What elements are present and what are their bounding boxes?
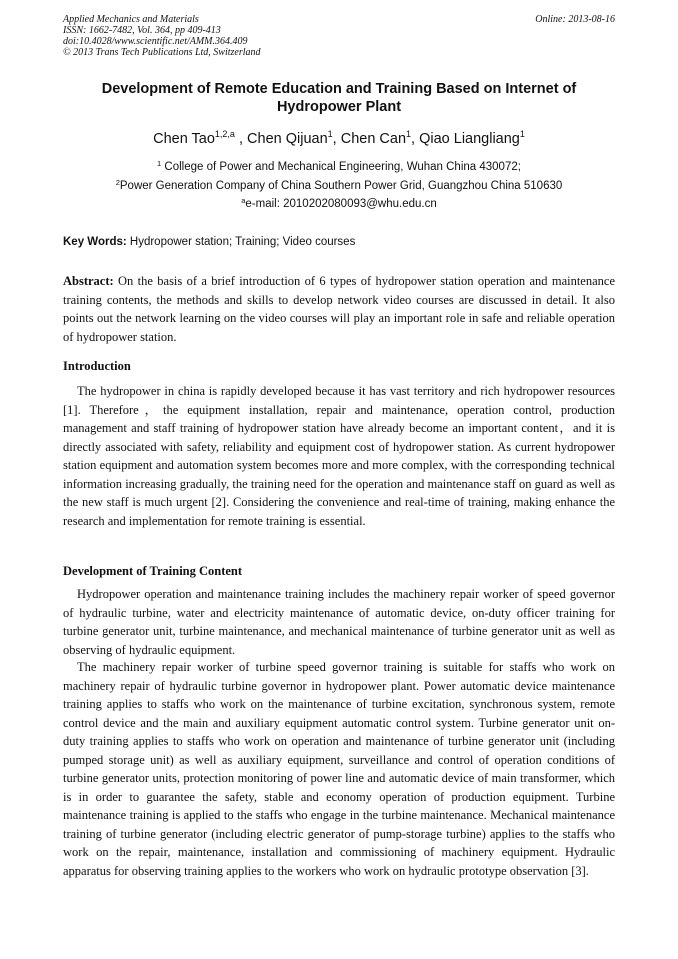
author-affiliation-marker: 1,2,a xyxy=(214,129,235,139)
email-marker: a xyxy=(241,196,246,205)
affiliation-marker: 1 xyxy=(157,159,162,168)
author-affiliation-marker: 1 xyxy=(519,129,525,139)
author-separator: , xyxy=(411,131,420,147)
section-heading-training-content: Development of Training Content xyxy=(63,564,243,578)
author-name: Chen Qijuan xyxy=(247,131,328,147)
author-affiliation-marker: 1 xyxy=(327,129,333,139)
author-name: Chen Can xyxy=(340,131,407,147)
author-affiliation-marker: 1 xyxy=(406,129,412,139)
journal-header xyxy=(63,14,615,58)
section-heading-introduction: Introduction xyxy=(63,359,131,373)
journal-name: Applied Mechanics and Materials xyxy=(63,14,199,25)
journal-copyright: © 2013 Trans Tech Publications Ltd, Switzerland xyxy=(63,47,261,58)
introduction-paragraph: The hydropower in china is rapidly developed because it has vast territory and rich hydropower resources [1]. Therefore，the equipment installation, repair and maintenance, operation control, production management and staff training of hydropower station have already become an important content，and it is directly associated with safety, reliability and equipment cost of hydropower station. As current hydropower station equipment and automation system becomes more and more complex, with the corresponding technical information increasing gradually, the training need for the operation and maintenance staff on guard as well as the new staff is much urgent [2]. Considering the convenience and real-time of training, making enhance the research and implementation for remote training is essential. xyxy=(63,384,615,528)
affiliation-2 xyxy=(63,179,615,193)
author-email xyxy=(63,197,615,211)
paper-title: Development of Remote Education and Training Based on Internet of Hydropower Plant xyxy=(101,81,577,115)
abstract-label: Abstract: xyxy=(63,274,114,288)
affiliation-text: Power Generation Company of China Southern Power Grid, Guangzhou China 510630 xyxy=(119,180,563,192)
affiliation-text: College of Power and Mechanical Engineering, Wuhan China 430072; xyxy=(161,161,521,173)
training-paragraph-2: The machinery repair worker of turbine speed governor training is suitable for staffs who work on machinery repair of hydraulic turbine governor in hydropower plant. Power automatic device maintenance training applies to staffs who work on the maintenance of turbine excitation, synchronous system, remote control device and the main and auxiliary equipment automatic control system. Turbine generator unit on-duty training applies to staffs who work on operation and maintenance of turbine generator unit (including pumped storage unit) as well as auxiliary equipment, surveillance and control of operation conditions of turbine generator units, protection monitoring of power line and automatic device of main transformer, which is in order to guarantee the safety, stable and economy operation of production equipment. Turbine maintenance training is applied to the staffs who engage in the turbine maintenance. Mechanical maintenance training of turbine generator (including electric generator of pump-storage turbine) applies to the staffs who work on the repair, maintenance, installation and commissioning of machinery equipment. Hydraulic apparatus for observing training applies to the workers who work on hydraulic prototype observation [3]. xyxy=(63,660,615,878)
email-text: e-mail: 2010202080093@whu.edu.cn xyxy=(245,198,437,210)
keywords-text: Hydropower station; Training; Video courses xyxy=(126,236,356,248)
abstract xyxy=(63,272,615,346)
author-separator: , xyxy=(332,131,341,147)
training-paragraph-1: Hydropower operation and maintenance training includes the machinery repair worker of speed governor of hydraulic turbine, water and electricity maintenance of automatic device, on-duty officer training for turbine generator unit, turbine maintenance, and mechanical maintenance of turbine generator unit as well as observing of hydraulic equipment. xyxy=(63,587,615,657)
abstract-text: On the basis of a brief introduction of 6 types of hydropower station operation and maintenance training contents, the methods and skills to develop network video courses are discussed in detail. It also points out the network learning on the video courses will play an important role in safe and reliable operation of hydropower station. xyxy=(63,274,615,344)
keywords xyxy=(63,235,615,249)
journal-doi: doi:10.4028/www.scientific.net/AMM.364.409 xyxy=(63,36,248,47)
author-list xyxy=(63,130,615,148)
online-date: Online: 2013-08-16 xyxy=(535,14,615,25)
author-separator: , xyxy=(234,131,248,147)
affiliation-marker: 2 xyxy=(115,178,120,187)
author-name: Chen Tao xyxy=(153,131,215,147)
keywords-label: Key Words: xyxy=(63,236,127,248)
affiliation-1 xyxy=(63,160,615,174)
journal-issn: ISSN: 1662-7482, Vol. 364, pp 409-413 xyxy=(63,25,221,36)
author-name: Qiao Liangliang xyxy=(419,131,520,147)
